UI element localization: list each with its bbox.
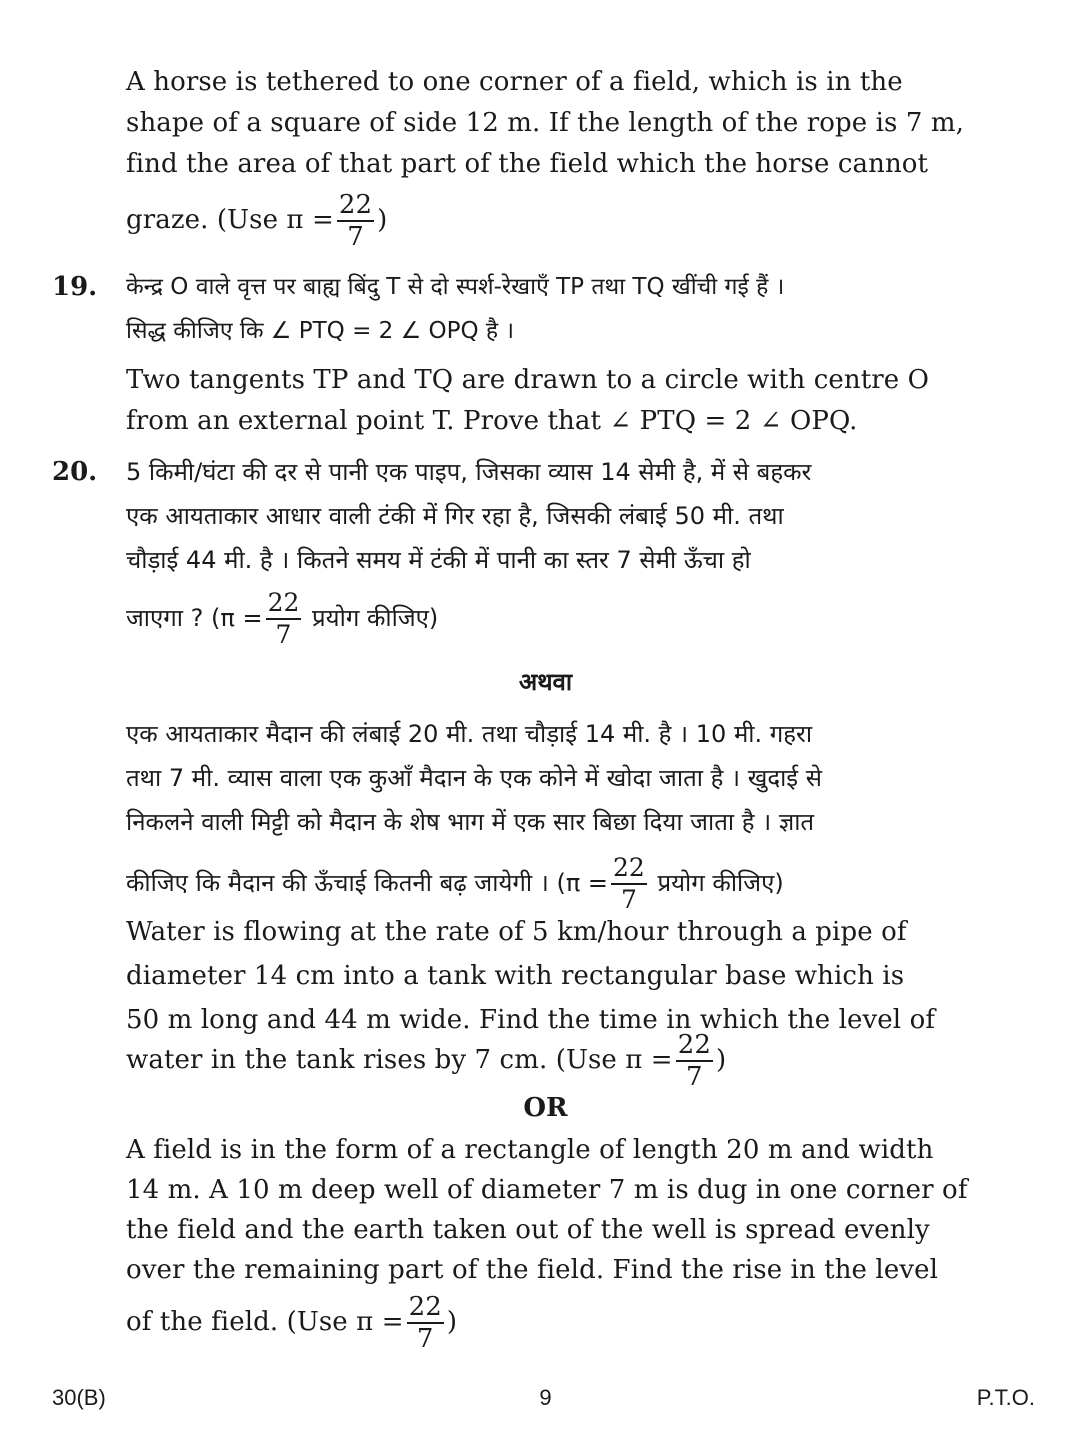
text-fragment: जाएगा ? (π = [126,604,263,632]
text-line: एक आयताकार मैदान की लंबाई 20 मी. तथा चौड़ाई 14 मी. है । 10 मी. गहरा [126,720,813,748]
q20-hindi-or-text [126,712,982,844]
q20-english-text [126,910,982,1042]
q20-hindi-text [126,450,982,582]
q20-hindi-or-pi-line [126,853,982,915]
paper-code: 30(B) [52,1385,106,1410]
q20-english-pi-line [126,1030,982,1092]
text-line: Water is flowing at the rate of 5 km/hour through a pipe of [126,917,907,947]
text-fragment: water in the tank rises by 7 cm. (Use π = [126,1045,673,1075]
fraction-numerator: 22 [266,588,302,620]
fraction-denominator: 7 [686,1062,703,1092]
pi-fraction [337,190,374,252]
text-line: तथा 7 मी. व्यास वाला एक कुआँ मैदान के एक कोने में खोदा जाता है । खुदाई से [126,764,822,792]
q20-hindi-pi-line [126,588,982,650]
text-fragment: ) [377,205,388,235]
text-line: निकलने वाली मिट्टी को मैदान के शेष भाग में एक सार बिछा दिया जाता है । ज्ञात [126,808,815,836]
text-line: from an external point T. Prove that ∠ PTQ = 2 ∠ OPQ. [126,406,858,436]
text-line: एक आयताकार आधार वाली टंकी में गिर रहा है, जिसकी लंबाई 50 मी. तथा [126,502,784,530]
text-line: over the remaining part of the field. Find the rise in the level [126,1255,939,1285]
fraction-denominator: 7 [347,222,364,252]
fraction-denominator: 7 [275,620,292,649]
text-line: find the area of that part of the field which the horse cannot [126,149,929,179]
text-fragment: कीजिए कि मैदान की ऊँचाई कितनी बढ़ जायेगी । (π = [126,869,609,897]
text-fragment: of the field. (Use π = [126,1307,404,1337]
text-line: 14 m. A 10 m deep well of diameter 7 m is dug in one corner of [126,1175,968,1205]
fraction-numerator: 22 [408,1292,442,1322]
q19-english-text [126,360,982,442]
pi-fraction [407,1292,444,1354]
text-line: चौड़ाई 44 मी. है । कितने समय में टंकी में पानी का स्तर 7 सेमी ऊँचा हो [126,546,751,574]
pto-label: P.T.O. [976,1385,1035,1410]
fraction-denominator: 7 [416,1324,434,1354]
q19-hindi-text [126,265,982,353]
athva-heading: अथवा [518,668,573,696]
q18-english-text [126,62,982,185]
text-line: Two tangents TP and TQ are drawn to a circle with centre O [126,365,930,395]
text-line: A field is in the form of a rectangle of length 20 m and width [126,1135,934,1165]
text-line: diameter 14 cm into a tank with rectangular base which is [126,961,905,991]
text-fragment: प्रयोग कीजिए) [312,604,439,632]
text-line: 50 m long and 44 m wide. Find the time in which the level of [126,1005,936,1035]
text-fragment: प्रयोग कीजिए) [657,869,784,897]
text-fragment: ) [715,1045,727,1075]
text-line: shape of a square of side 12 m. If the length of the rope is 7 m, [126,108,964,138]
q20-english-or-pi-line [126,1292,982,1354]
text-line: सिद्ध कीजिए कि ∠ PTQ = 2 ∠ OPQ है । [126,318,515,344]
question-number-19: 19. [52,272,98,302]
page-number: 9 [539,1385,552,1410]
q20-english-or-text [126,1130,982,1290]
text-fragment: graze. (Use π = [126,205,334,235]
fraction-numerator: 22 [611,853,647,885]
fraction-numerator: 22 [338,190,373,220]
fraction-numerator: 22 [677,1030,711,1060]
pi-fraction [676,1030,713,1092]
text-line: केन्द्र O वाले वृत्त पर बाह्य बिंदु T से दो स्पर्श-रेखाएँ TP तथा TQ खींची गई हैं । [126,274,785,300]
pi-fraction [611,853,647,915]
or-heading: OR [523,1093,568,1123]
fraction-denominator: 7 [620,885,637,914]
text-line: 5 किमी/घंटा की दर से पानी एक पाइप, जिसका व्यास 14 सेमी है, में से बहकर [126,458,812,486]
question-number-20: 20. [52,457,98,487]
text-fragment: ) [446,1307,458,1337]
text-line: the field and the earth taken out of the well is spread evenly [126,1215,930,1245]
text-line: A horse is tethered to one corner of a field, which is in the [126,67,903,97]
pi-fraction [266,588,302,650]
q18-pi-line [126,190,982,252]
